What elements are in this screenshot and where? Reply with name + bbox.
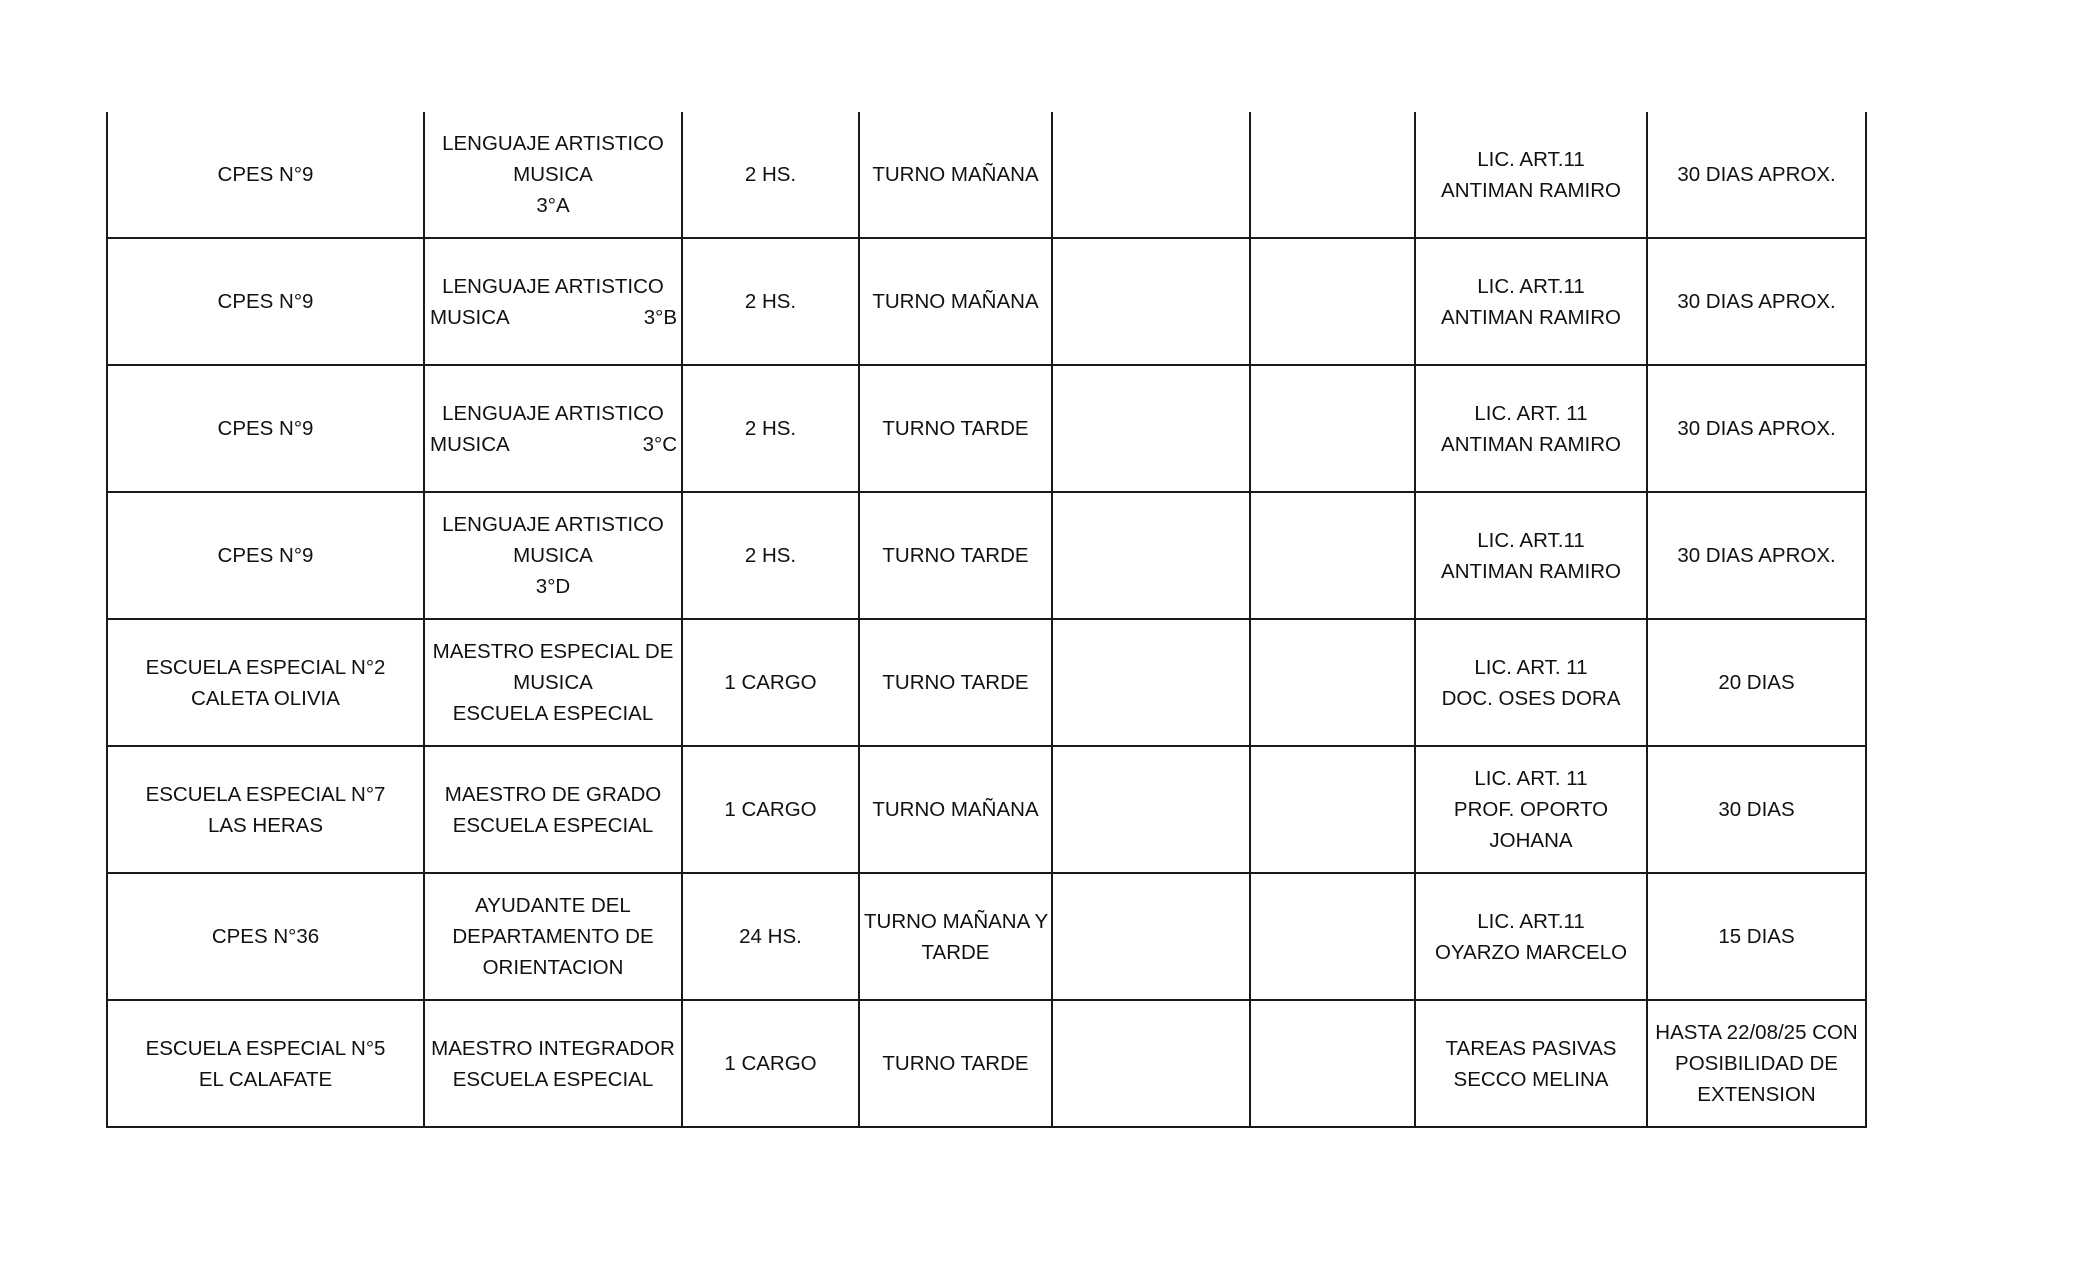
cell-turno-line: TURNO MAÑANA [872, 798, 1039, 821]
cell-motivo [1415, 492, 1647, 619]
cell-escuela [107, 238, 424, 365]
cell-duracion-line: 20 DIAS [1718, 671, 1795, 694]
cell-carga-text: 2 HS. [744, 417, 797, 440]
cell-empty-a [1052, 492, 1250, 619]
table-row [107, 492, 1866, 619]
cell-empty-b [1250, 365, 1415, 492]
cell-materia-line: ESCUELA ESPECIAL [452, 1067, 654, 1091]
cell-duracion [1647, 619, 1866, 746]
cell-turno-line: TURNO MAÑANA Y [864, 909, 1049, 933]
cell-escuela-line: CPES N°9 [217, 544, 314, 567]
cell-motivo [1415, 873, 1647, 1000]
cell-materia-line: ESCUELA ESPECIAL [452, 702, 654, 725]
cell-empty-a [1052, 1000, 1250, 1127]
cell-materia-line: MAESTRO DE GRADO [444, 782, 662, 806]
table-row [107, 746, 1866, 873]
cell-escuela-line: ESCUELA ESPECIAL N°7 [145, 782, 386, 806]
cell-empty-b [1250, 492, 1415, 619]
cell-escuela-line: CPES N°36 [211, 925, 320, 948]
cell-empty-a [1052, 112, 1250, 238]
cell-turno-line: TURNO TARDE [882, 417, 1029, 440]
cell-materia-line: AYUDANTE DEL [475, 894, 631, 917]
cell-escuela-line: CPES N°9 [217, 417, 314, 440]
cell-materia [424, 746, 682, 873]
cell-empty-a [1052, 619, 1250, 746]
cell-turno [859, 112, 1052, 238]
cell-empty-a [1052, 238, 1250, 365]
cell-materia-line: 3°A [536, 194, 570, 217]
cell-empty-b [1250, 619, 1415, 746]
cell-motivo-line: ANTIMAN RAMIRO [1441, 559, 1621, 583]
table-row [107, 1000, 1866, 1127]
cell-materia-split [429, 302, 677, 333]
cell-duracion-line: 30 DIAS [1718, 798, 1795, 821]
cell-turno-line: TURNO TARDE [882, 544, 1029, 567]
cell-motivo-line: ANTIMAN RAMIRO [1441, 432, 1621, 456]
cell-escuela-line: CPES N°9 [217, 290, 314, 313]
cell-duracion [1647, 1000, 1866, 1127]
cell-materia-line: DEPARTAMENTO DE [452, 925, 654, 948]
cell-motivo-line: DOC. OSES DORA [1441, 686, 1621, 710]
cell-duracion-line: 30 DIAS APROX. [1677, 163, 1836, 186]
materia-course: 3°C [642, 432, 677, 456]
cell-carga [682, 112, 859, 238]
cell-carga [682, 1000, 859, 1127]
cell-motivo [1415, 619, 1647, 746]
cell-motivo [1415, 365, 1647, 492]
cell-materia [424, 873, 682, 1000]
cell-materia [424, 492, 682, 619]
cell-turno [859, 746, 1052, 873]
cell-motivo-line: LIC. ART.11 [1477, 274, 1585, 298]
table-row [107, 112, 1866, 238]
cell-carga-text: 1 CARGO [724, 798, 817, 821]
table-body [107, 112, 1866, 1127]
cell-turno [859, 492, 1052, 619]
cell-turno-line: TARDE [921, 940, 990, 964]
cell-motivo-line: ANTIMAN RAMIRO [1441, 178, 1621, 202]
cell-duracion-line: EXTENSION [1697, 1083, 1816, 1106]
cell-motivo-line: LIC. ART.11 [1477, 909, 1585, 933]
cell-carga-text: 2 HS. [744, 544, 797, 567]
cell-escuela [107, 619, 424, 746]
cell-duracion-line: 30 DIAS APROX. [1677, 417, 1836, 440]
cell-materia-line: 3°D [535, 575, 571, 598]
cell-materia-line: MUSICA [513, 671, 593, 694]
vacancies-table [106, 112, 1867, 1128]
cell-duracion [1647, 238, 1866, 365]
materia-subject: MUSICA [430, 305, 510, 329]
cell-materia-line: ORIENTACION [482, 956, 624, 979]
cell-materia-line: MUSICA [513, 544, 593, 567]
cell-materia [424, 112, 682, 238]
cell-turno-line: TURNO TARDE [882, 671, 1029, 694]
cell-carga-text: 1 CARGO [724, 671, 817, 694]
cell-duracion-line: HASTA 22/08/25 CON [1655, 1021, 1858, 1044]
cell-duracion-line: 30 DIAS APROX. [1677, 544, 1836, 567]
cell-escuela [107, 112, 424, 238]
cell-turno-line: TURNO MAÑANA [872, 290, 1039, 313]
materia-subject: MUSICA [430, 432, 510, 456]
cell-motivo [1415, 746, 1647, 873]
cell-motivo [1415, 112, 1647, 238]
cell-empty-b [1250, 873, 1415, 1000]
cell-materia-line: MAESTRO ESPECIAL DE [432, 640, 674, 663]
table-row [107, 238, 1866, 365]
cell-motivo-line: SECCO MELINA [1453, 1067, 1609, 1091]
table-row [107, 365, 1866, 492]
cell-turno-line: TURNO MAÑANA [872, 163, 1039, 186]
cell-motivo [1415, 238, 1647, 365]
cell-turno [859, 619, 1052, 746]
cell-empty-b [1250, 238, 1415, 365]
cell-carga-text: 2 HS. [744, 290, 797, 313]
cell-empty-a [1052, 746, 1250, 873]
cell-turno [859, 1000, 1052, 1127]
cell-duracion [1647, 746, 1866, 873]
cell-motivo-line: ANTIMAN RAMIRO [1441, 305, 1621, 329]
cell-motivo-line: OYARZO MARCELO [1434, 940, 1628, 964]
cell-carga [682, 873, 859, 1000]
cell-escuela-line: ESCUELA ESPECIAL N°2 [145, 655, 386, 679]
cell-carga-text: 2 HS. [744, 163, 797, 186]
cell-carga [682, 619, 859, 746]
cell-duracion-line: POSIBILIDAD DE [1675, 1052, 1838, 1075]
cell-materia [424, 365, 682, 492]
cell-carga [682, 746, 859, 873]
cell-duracion-line: 15 DIAS [1718, 925, 1795, 948]
cell-escuela-line: LAS HERAS [207, 813, 324, 837]
cell-turno-line: TURNO TARDE [882, 1052, 1029, 1075]
cell-escuela-line: CPES N°9 [217, 163, 314, 186]
cell-materia [424, 238, 682, 365]
cell-materia [424, 619, 682, 746]
cell-carga-text: 24 HS. [739, 925, 802, 948]
cell-materia-line: LENGUAJE ARTISTICO [442, 274, 664, 298]
cell-materia-line: MAESTRO INTEGRADOR [431, 1036, 675, 1060]
cell-carga [682, 238, 859, 365]
cell-materia-split [429, 429, 677, 460]
cell-escuela [107, 746, 424, 873]
cell-empty-a [1052, 873, 1250, 1000]
materia-course: 3°B [643, 305, 677, 329]
cell-escuela-line: ESCUELA ESPECIAL N°5 [145, 1036, 386, 1060]
cell-motivo [1415, 1000, 1647, 1127]
cell-empty-b [1250, 112, 1415, 238]
cell-motivo-line: PROF. OPORTO [1453, 798, 1609, 821]
cell-materia-line: LENGUAJE ARTISTICO [442, 513, 664, 536]
cell-empty-b [1250, 746, 1415, 873]
cell-turno [859, 238, 1052, 365]
cell-carga [682, 492, 859, 619]
cell-escuela-line: CALETA OLIVIA [191, 686, 340, 710]
cell-turno [859, 873, 1052, 1000]
cell-duracion [1647, 365, 1866, 492]
cell-duracion [1647, 873, 1866, 1000]
cell-motivo-line: LIC. ART. 11 [1474, 655, 1588, 679]
table-row [107, 619, 1866, 746]
cell-materia-line: LENGUAJE ARTISTICO [442, 132, 664, 155]
cell-motivo-line: LIC. ART. 11 [1474, 767, 1588, 790]
cell-escuela [107, 1000, 424, 1127]
cell-escuela-line: EL CALAFATE [198, 1067, 333, 1091]
cell-escuela [107, 365, 424, 492]
cell-empty-b [1250, 1000, 1415, 1127]
cell-motivo-line: JOHANA [1489, 829, 1573, 852]
cell-duracion [1647, 112, 1866, 238]
cell-duracion [1647, 492, 1866, 619]
cell-materia-line: LENGUAJE ARTISTICO [442, 401, 664, 425]
cell-escuela [107, 873, 424, 1000]
cell-empty-a [1052, 365, 1250, 492]
cell-carga-text: 1 CARGO [724, 1052, 817, 1075]
cell-motivo-line: LIC. ART. 11 [1474, 401, 1588, 425]
cell-escuela [107, 492, 424, 619]
cell-motivo-line: LIC. ART.11 [1477, 147, 1585, 171]
cell-duracion-line: 30 DIAS APROX. [1677, 290, 1836, 313]
cell-materia [424, 1000, 682, 1127]
cell-turno [859, 365, 1052, 492]
cell-motivo-line: TAREAS PASIVAS [1445, 1036, 1617, 1060]
table-row [107, 873, 1866, 1000]
cell-motivo-line: LIC. ART.11 [1477, 528, 1585, 552]
cell-materia-line: MUSICA [513, 163, 593, 186]
cell-carga [682, 365, 859, 492]
cell-materia-line: ESCUELA ESPECIAL [452, 813, 654, 837]
